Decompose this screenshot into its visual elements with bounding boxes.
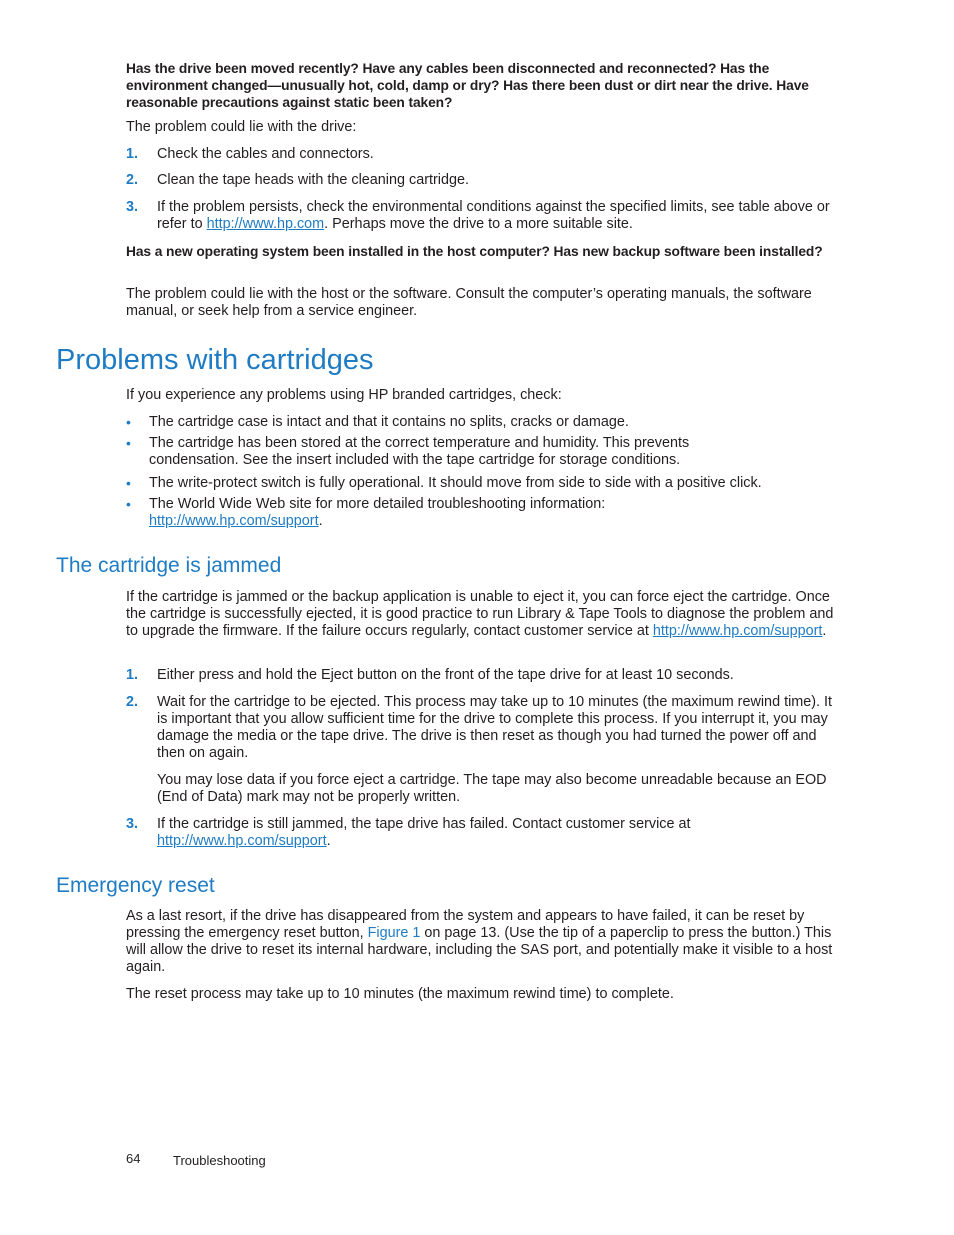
host-software-text: The problem could lie with the host or the software. Consult the computer’s operating manuals, the software manual, or seek help from a service engineer.	[126, 286, 812, 319]
section-title-cartridge-jammed: The cartridge is jammed	[56, 554, 282, 577]
bullet-marker: •	[126, 435, 131, 451]
step-text	[157, 816, 837, 850]
step-number: 2.	[126, 172, 139, 188]
step-number: 1.	[126, 667, 139, 683]
bullet-item: The cartridge has been stored at the correct temperature and humidity. This prevents condensation. See the insert included with the tape cartridge for storage conditions.	[149, 435, 690, 468]
emergency-reset-text	[126, 908, 836, 976]
bullet-item	[149, 496, 839, 530]
emergency-text-part: As a last resort, if the drive has disappeared from the system and appears to have failed, it can be reset by pressing the emergency reset button,	[126, 908, 805, 941]
figure-1-link[interactable]: Figure 1	[367, 925, 421, 941]
bullet-text-part: .	[318, 513, 323, 529]
bullet-marker: •	[126, 496, 131, 512]
cartridges-intro: If you experience any problems using HP branded cartridges, check:	[126, 387, 562, 403]
step-text-part: If the cartridge is still jammed, the tape drive has failed. Contact customer service at	[157, 816, 691, 832]
hp-support-link[interactable]: http://www.hp.com/support	[157, 833, 327, 849]
step-text: Clean the tape heads with the cleaning cartridge.	[157, 172, 469, 188]
step-text: Check the cables and connectors.	[157, 146, 374, 162]
bullet-marker: •	[126, 475, 131, 491]
question-heading-new-os: Has a new operating system been installed in the host computer? Has new backup software been installed?	[126, 244, 823, 259]
section-title-problems-with-cartridges: Problems with cartridges	[56, 344, 374, 376]
section-title-emergency-reset: Emergency reset	[56, 874, 215, 897]
intro-text-drive: The problem could lie with the drive:	[126, 119, 357, 135]
step-text-part: If the problem persists, check the environmental conditions against the specified limits, see table above or refer to	[157, 199, 830, 232]
step-number: 3.	[126, 199, 139, 215]
bullet-item: The write-protect switch is fully operational. It should move from side to side with a positive click.	[149, 475, 762, 491]
page-number: 64	[126, 1151, 141, 1166]
step-number: 2.	[126, 694, 139, 710]
bullet-text-part: The World Wide Web site for more detailed troubleshooting information:	[149, 496, 606, 512]
step-text-part: .	[326, 833, 331, 849]
jammed-intro-part: If the cartridge is jammed or the backup application is unable to eject it, you can force eject the cartridge. Once the cartridge is successfully ejected, it is good practice to run Library & Tape Tools to diagnose the problem and to upgrade the firmware. If the failure occurs regularly, contact customer service at	[126, 589, 834, 639]
hp-website-link[interactable]: http://www.hp.com	[206, 216, 325, 232]
step-text: Either press and hold the Eject button on the front of the tape drive for at least 10 seconds.	[157, 667, 734, 683]
hp-support-link[interactable]: http://www.hp.com/support	[149, 513, 319, 529]
step-text	[157, 199, 837, 233]
step-text: Wait for the cartridge to be ejected. This process may take up to 10 minutes (the maximum rewind time). It is important that you allow sufficient time for the drive to complete this process. If you interrupt it, you may damage the media or the tape drive. The drive is then reset as though you had turned the power off and then on again.	[157, 694, 833, 761]
jammed-intro	[126, 589, 836, 640]
step-number: 1.	[126, 146, 139, 162]
step-text-part: . Perhaps move the drive to a more suitable site.	[324, 216, 633, 232]
step-number: 3.	[126, 816, 139, 832]
footer-section-name: Troubleshooting	[173, 1153, 266, 1168]
emergency-reset-duration: The reset process may take up to 10 minutes (the maximum rewind time) to complete.	[126, 986, 674, 1002]
jammed-intro-part: .	[822, 623, 827, 639]
step-note: You may lose data if you force eject a cartridge. The tape may also become unreadable because an EOD (End of Data) mark may not be properly written.	[157, 772, 827, 805]
bullet-marker: •	[126, 414, 131, 430]
emergency-text-part: on page 13. (Use the tip of a paperclip to press the button.) This will allow the drive to reset its internal hardware, including the SAS port, and potentially make it visible to a host again.	[126, 925, 833, 975]
question-heading-drive-moved: Has the drive been moved recently? Have any cables been disconnected and reconnected? Has the environment changed—unusually hot, cold, damp or dry? Has there been dust or dirt near the drive. Have reasonable precautions against static been taken?	[126, 61, 809, 110]
hp-support-link[interactable]: http://www.hp.com/support	[652, 623, 823, 639]
bullet-item: The cartridge case is intact and that it contains no splits, cracks or damage.	[149, 414, 629, 430]
